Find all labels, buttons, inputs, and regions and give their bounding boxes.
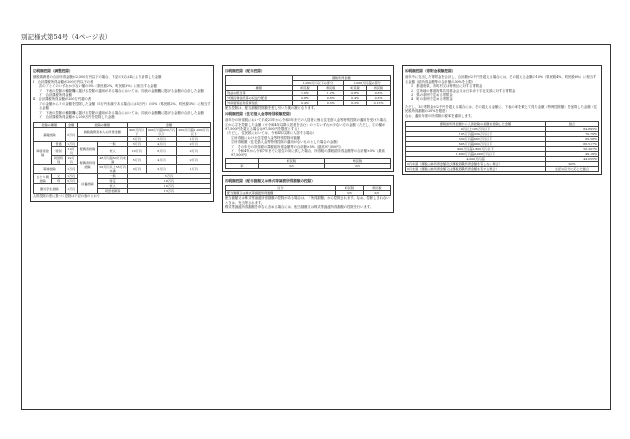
table-cell: 4,000万円超 xyxy=(406,157,546,162)
table-cell: 3万円 xyxy=(146,137,177,142)
table-cell: 66.517% xyxy=(545,142,598,147)
table-cell: 利益の配当等 xyxy=(226,91,293,96)
table-cell: 5万円 xyxy=(65,128,77,142)
section-title: ⑸税額控除（配当割額又は株式等譲渡所得割額の控除） xyxy=(225,178,315,183)
table-cell: 330万円超695万円以下 xyxy=(406,137,546,142)
table-header: 課税所得金額 xyxy=(292,76,390,81)
table-cell: 10万円 xyxy=(65,147,77,156)
paragraph: ①所得税における住宅借入金等特別控除可能額 xyxy=(231,135,301,140)
paragraph: 4 町の条例で定める寄附金 xyxy=(411,97,453,102)
table-cell: 配偶者控除 xyxy=(77,142,98,156)
table-header: 県民税 xyxy=(363,186,390,191)
table-cell: 4万円 xyxy=(146,156,177,165)
table-cell: 0円以上195万円以下 xyxy=(406,127,546,132)
table-cell: 外国投資信託等の収益分配金 xyxy=(226,96,293,101)
personal-deduction-table xyxy=(33,122,211,194)
table-cell: 69.58% xyxy=(545,137,598,142)
table-cell: 扶養控除 xyxy=(77,174,98,194)
table-cell: 950万円超1,000万円以下 xyxy=(178,128,209,137)
table-cell: 10万円 xyxy=(127,184,210,189)
table-cell: 母 xyxy=(52,179,65,184)
table-cell: 0.6% xyxy=(367,91,391,96)
table-header: 控除の種類 xyxy=(77,123,127,128)
paragraph: ただし、1の寄附金が2千円を超える場合には、その超える金額に、下表の率を乗じて得た金額（特例控除額）を加算した金額（住民税所得割額の20%を限度） xyxy=(405,104,598,114)
column-adjustment-deduction xyxy=(30,65,214,202)
table-header: 1,000万円以下の部分 xyxy=(292,81,344,86)
dividend-note: 配当控除は、配当割額控除額を差し引いた後の額となります。 xyxy=(225,106,318,111)
table-cell: 56.307% xyxy=(545,147,598,152)
table-cell: 2万円 xyxy=(177,156,211,165)
section-title: ⑶税額控除（配当控除） xyxy=(225,69,265,73)
table-header: 金額 xyxy=(65,123,77,128)
table-cell: 0円未満（課税山林所得金額及び課税退職所得金額を有しない場合） xyxy=(406,162,546,167)
table-cell: 18万円 xyxy=(127,179,210,184)
table-cell: 一般 xyxy=(98,174,128,179)
table-cell: 率 xyxy=(226,163,259,168)
paragraph: 1 都道府県、市町村又は特別区に対する寄附金 xyxy=(411,84,483,89)
table-cell: 5万円 xyxy=(127,174,210,179)
paragraph: Ⅰ 合計課税所得金額が200万円以下の者 xyxy=(33,79,94,84)
table-header xyxy=(226,76,293,86)
table-cell: 0.6% xyxy=(318,96,344,101)
paragraph: なお、適用年度の所得税の税率を適用します。 xyxy=(405,113,474,118)
table-header: 町民税 xyxy=(336,186,363,191)
table-cell: 695万円超900万円以下 xyxy=(406,142,546,147)
table-cell: 父 xyxy=(52,174,65,179)
paragraph: ア 下表の控除の種類欄に掲げる控除の適用がある場合においては、同表の金額欄に掲げる金額の合計した金額 xyxy=(39,110,204,115)
table-cell: 配偶者特別控除 xyxy=(77,156,98,174)
table-cell: 2万円 xyxy=(177,147,211,156)
paragraph: ア 下表の控除の種類欄に掲げる控除の適用がある場合においては、同表の金額欄に掲げる金額の合計した金額 xyxy=(39,88,204,93)
table-cell: 5万円 xyxy=(67,179,76,184)
table-cell: 外貨建等証券投資信託 xyxy=(226,101,293,106)
table-cell: 種類 xyxy=(226,86,293,91)
table-cell: 1万円 xyxy=(67,174,76,179)
table-cell: 県民税 xyxy=(318,86,344,91)
paragraph: アの金額からイの金額を控除した金額（5万円未満である場合には5万円）の5%（県民税2%、町民税3%）に相当する金額 xyxy=(39,101,211,111)
table-cell: 基礎控除 xyxy=(34,128,66,142)
table-cell: 0.4% xyxy=(344,96,367,101)
table-cell: 900万円以下 xyxy=(129,128,145,137)
table-header: 県民税 xyxy=(324,158,390,163)
table-cell: 1万円 xyxy=(65,184,77,194)
table-cell: 79.79% xyxy=(545,132,598,137)
table-cell: 一般 xyxy=(98,142,128,147)
dividend-credit-table xyxy=(225,75,391,106)
table-cell: 13万円 xyxy=(127,189,210,194)
section-title: ⑹税額控除（寄附金税額控除） xyxy=(405,69,456,73)
section-title: ⑷税額控除（住宅借入金等特別税額控除） xyxy=(225,111,294,116)
paragraph: 前年分の所得税において平成21年から令和3年までの入居者に係る住宅借入金等特別控除の適用を受けた場合、①から②を控除した金額（※令和4年以降入居者を含む）のうちいずれか少ない方の金額（ただし、①の額が97,500円を超える場合は97,500円を限度とする） xyxy=(225,118,390,132)
table-cell: 5万円 xyxy=(127,156,146,165)
donation-credit-box xyxy=(402,65,602,175)
table-header: 控除の種類 xyxy=(34,123,66,128)
table-cell: 3万円 xyxy=(127,165,146,174)
table-cell: 44.055% xyxy=(545,157,598,162)
adjustment-deduction-box xyxy=(30,65,214,202)
table-cell: 1万円 xyxy=(65,165,77,174)
form-title: 別記様式第54号（4ページ表） xyxy=(21,33,112,41)
special-credit-rate-table xyxy=(405,121,599,172)
paragraph: 前年中に支出した寄附金を合計し、合計額が2千円を超える場合には、その超える金額の10%（県民税4%、町民税6%）に相当する金額（総所得金額等の合計額の30%を上限） xyxy=(405,75,597,84)
table-header: 課税総所得金額から人的控除の差額を控除した金額 xyxy=(406,122,546,127)
table-cell: 勤労学生控除 xyxy=(34,184,66,194)
paragraph: 2 住所地の都道府県共同募金会又は日本赤十字社支部に対する寄附金 xyxy=(411,88,516,93)
table-cell: 特定 xyxy=(98,179,128,184)
dividend-allotment-box xyxy=(222,175,394,213)
table-header: 区分 xyxy=(226,186,336,191)
table-cell: 普通 xyxy=(52,142,65,147)
table-cell: 84.895% xyxy=(545,127,598,132)
paragraph: 次のアとイのいずれか少ない額の5%（県民税2%、町民税3%）に相当する金額 xyxy=(39,84,157,89)
paragraph: （ただし、住民税においては、令和4年以降に入居する場合） xyxy=(225,131,317,136)
table-cell: 2万円 xyxy=(177,142,211,147)
table-cell: 49.16% xyxy=(545,152,598,157)
table-cell: 195万円超330万円以下 xyxy=(406,132,546,137)
table-cell: 納税義務者本人の所得金額 xyxy=(77,128,127,137)
column-donation-credit xyxy=(402,65,602,175)
paragraph: 株式等譲渡所得割額を申告に含める場合には、配当割額又は株式等譲渡所得割額の控除を行います。 xyxy=(225,205,374,210)
table-cell: 0.8% xyxy=(292,96,318,101)
table-cell: 6万円 xyxy=(146,147,177,156)
table-header: 割合 xyxy=(545,122,598,127)
table-cell: 3/5 xyxy=(258,163,324,168)
dividend-credit-box xyxy=(222,65,394,172)
housing-loan-ratio-table xyxy=(225,158,391,169)
table-cell: 県民税 xyxy=(367,86,391,91)
paragraph: ア その年分の所得税の課税総所得金額等の合計額×5%（最高97,500円） xyxy=(231,144,343,149)
table-cell: 1.2% xyxy=(318,91,344,96)
table-cell: 1万円 xyxy=(67,142,76,147)
table-cell: 老人 xyxy=(98,147,128,156)
column-credits xyxy=(222,65,394,213)
table-cell: 左記の区分に応じた割合 xyxy=(545,167,598,172)
table-cell: 5万円 xyxy=(127,142,146,147)
table-cell: 障害者控除 xyxy=(34,142,52,165)
table-cell: 1万円 xyxy=(177,137,211,142)
table-cell: 0.15% xyxy=(367,101,391,106)
table-cell: 2/5 xyxy=(363,191,390,196)
table-cell: 900万円超1,800万円以下 xyxy=(406,147,546,152)
table-cell: 同居老親等 xyxy=(98,189,128,194)
paragraph: 配当割額又は株式等譲渡所得割額の控除がある場合は、「所得割額」から控除されます。なお、控除しきれないときは、充当等されます。 xyxy=(225,196,390,205)
table-cell: 0.2% xyxy=(344,101,367,106)
table-cell: 3/5 xyxy=(336,191,363,196)
table-cell: 配当割額又は株式等譲渡所得割額 xyxy=(226,191,336,196)
table-cell: 2万円 xyxy=(146,165,177,174)
table-cell: 寡婦控除 xyxy=(34,165,66,174)
table-cell: 1.6% xyxy=(292,91,318,96)
table-cell: 町民税 xyxy=(292,86,318,91)
table-header: 1,000万円超の部分 xyxy=(344,81,391,86)
paragraph: ②所得税額（住宅借入金等特別控除の適用がないものとした場合の金額） xyxy=(231,140,340,145)
table-cell: 0.4% xyxy=(292,101,318,106)
paragraph: 3 県の条例で定める寄附金 xyxy=(411,93,453,98)
table-cell: 同居特別 xyxy=(52,156,65,165)
table-footnote: 人的控除の差に基づく控除は下記の表のとおり xyxy=(33,194,100,199)
document-frame xyxy=(21,44,611,410)
paragraph: Ⅱ 合計課税所得金額が200万円超の者 xyxy=(33,97,91,102)
table-cell: 老人 xyxy=(98,184,128,189)
table-cell: 22万円 xyxy=(65,156,77,165)
table-cell: 1万円 xyxy=(177,165,211,174)
paragraph: 納税義務者の合計所得金額が2,500万円以下の場合、下記のⅠ又はⅡにより計算した金額 xyxy=(33,75,162,80)
section-title: ⑵税額控除（調整控除） xyxy=(33,69,73,73)
table-cell: 町民税 xyxy=(344,86,367,91)
table-cell: 4万円 xyxy=(146,142,177,147)
table-cell: 0.8% xyxy=(344,91,367,96)
table-cell: 10万円 xyxy=(127,147,146,156)
table-cell: 0円未満（課税山林所得金額又は課税退職所得金額を有する場合） xyxy=(406,167,546,172)
table-cell: ひとり親控除 xyxy=(34,174,52,184)
paragraph: イ 令和4年から令和7年までに居住の用に供した場合、所得税の課税総所得金額等の合計額×5%（最高97,500円） xyxy=(231,149,385,158)
table-cell: 0.3% xyxy=(367,96,391,101)
table-cell: 900万円超950万円以下 xyxy=(147,128,176,137)
allotment-ratio-table xyxy=(225,185,391,196)
paragraph: イ 合計課税所得金額から200万円を控除した金額 xyxy=(39,115,115,120)
table-cell: 2/5 xyxy=(324,163,390,168)
table-cell: 1,800万円超4,000万円以下 xyxy=(406,152,546,157)
table-cell: 特別 xyxy=(52,147,65,156)
table-cell: 5万円 xyxy=(127,137,146,142)
table-cell: 90% xyxy=(545,162,598,167)
table-cell: 48万円超50万円未満 xyxy=(99,156,126,165)
table-header: 金額 xyxy=(127,123,210,128)
table-header: 町民税 xyxy=(258,158,324,163)
paragraph: イ 合計課税所得金額 xyxy=(39,93,72,98)
table-cell: 0.3% xyxy=(318,101,344,106)
table-cell: 50万円以上55万円未満 xyxy=(99,165,126,174)
